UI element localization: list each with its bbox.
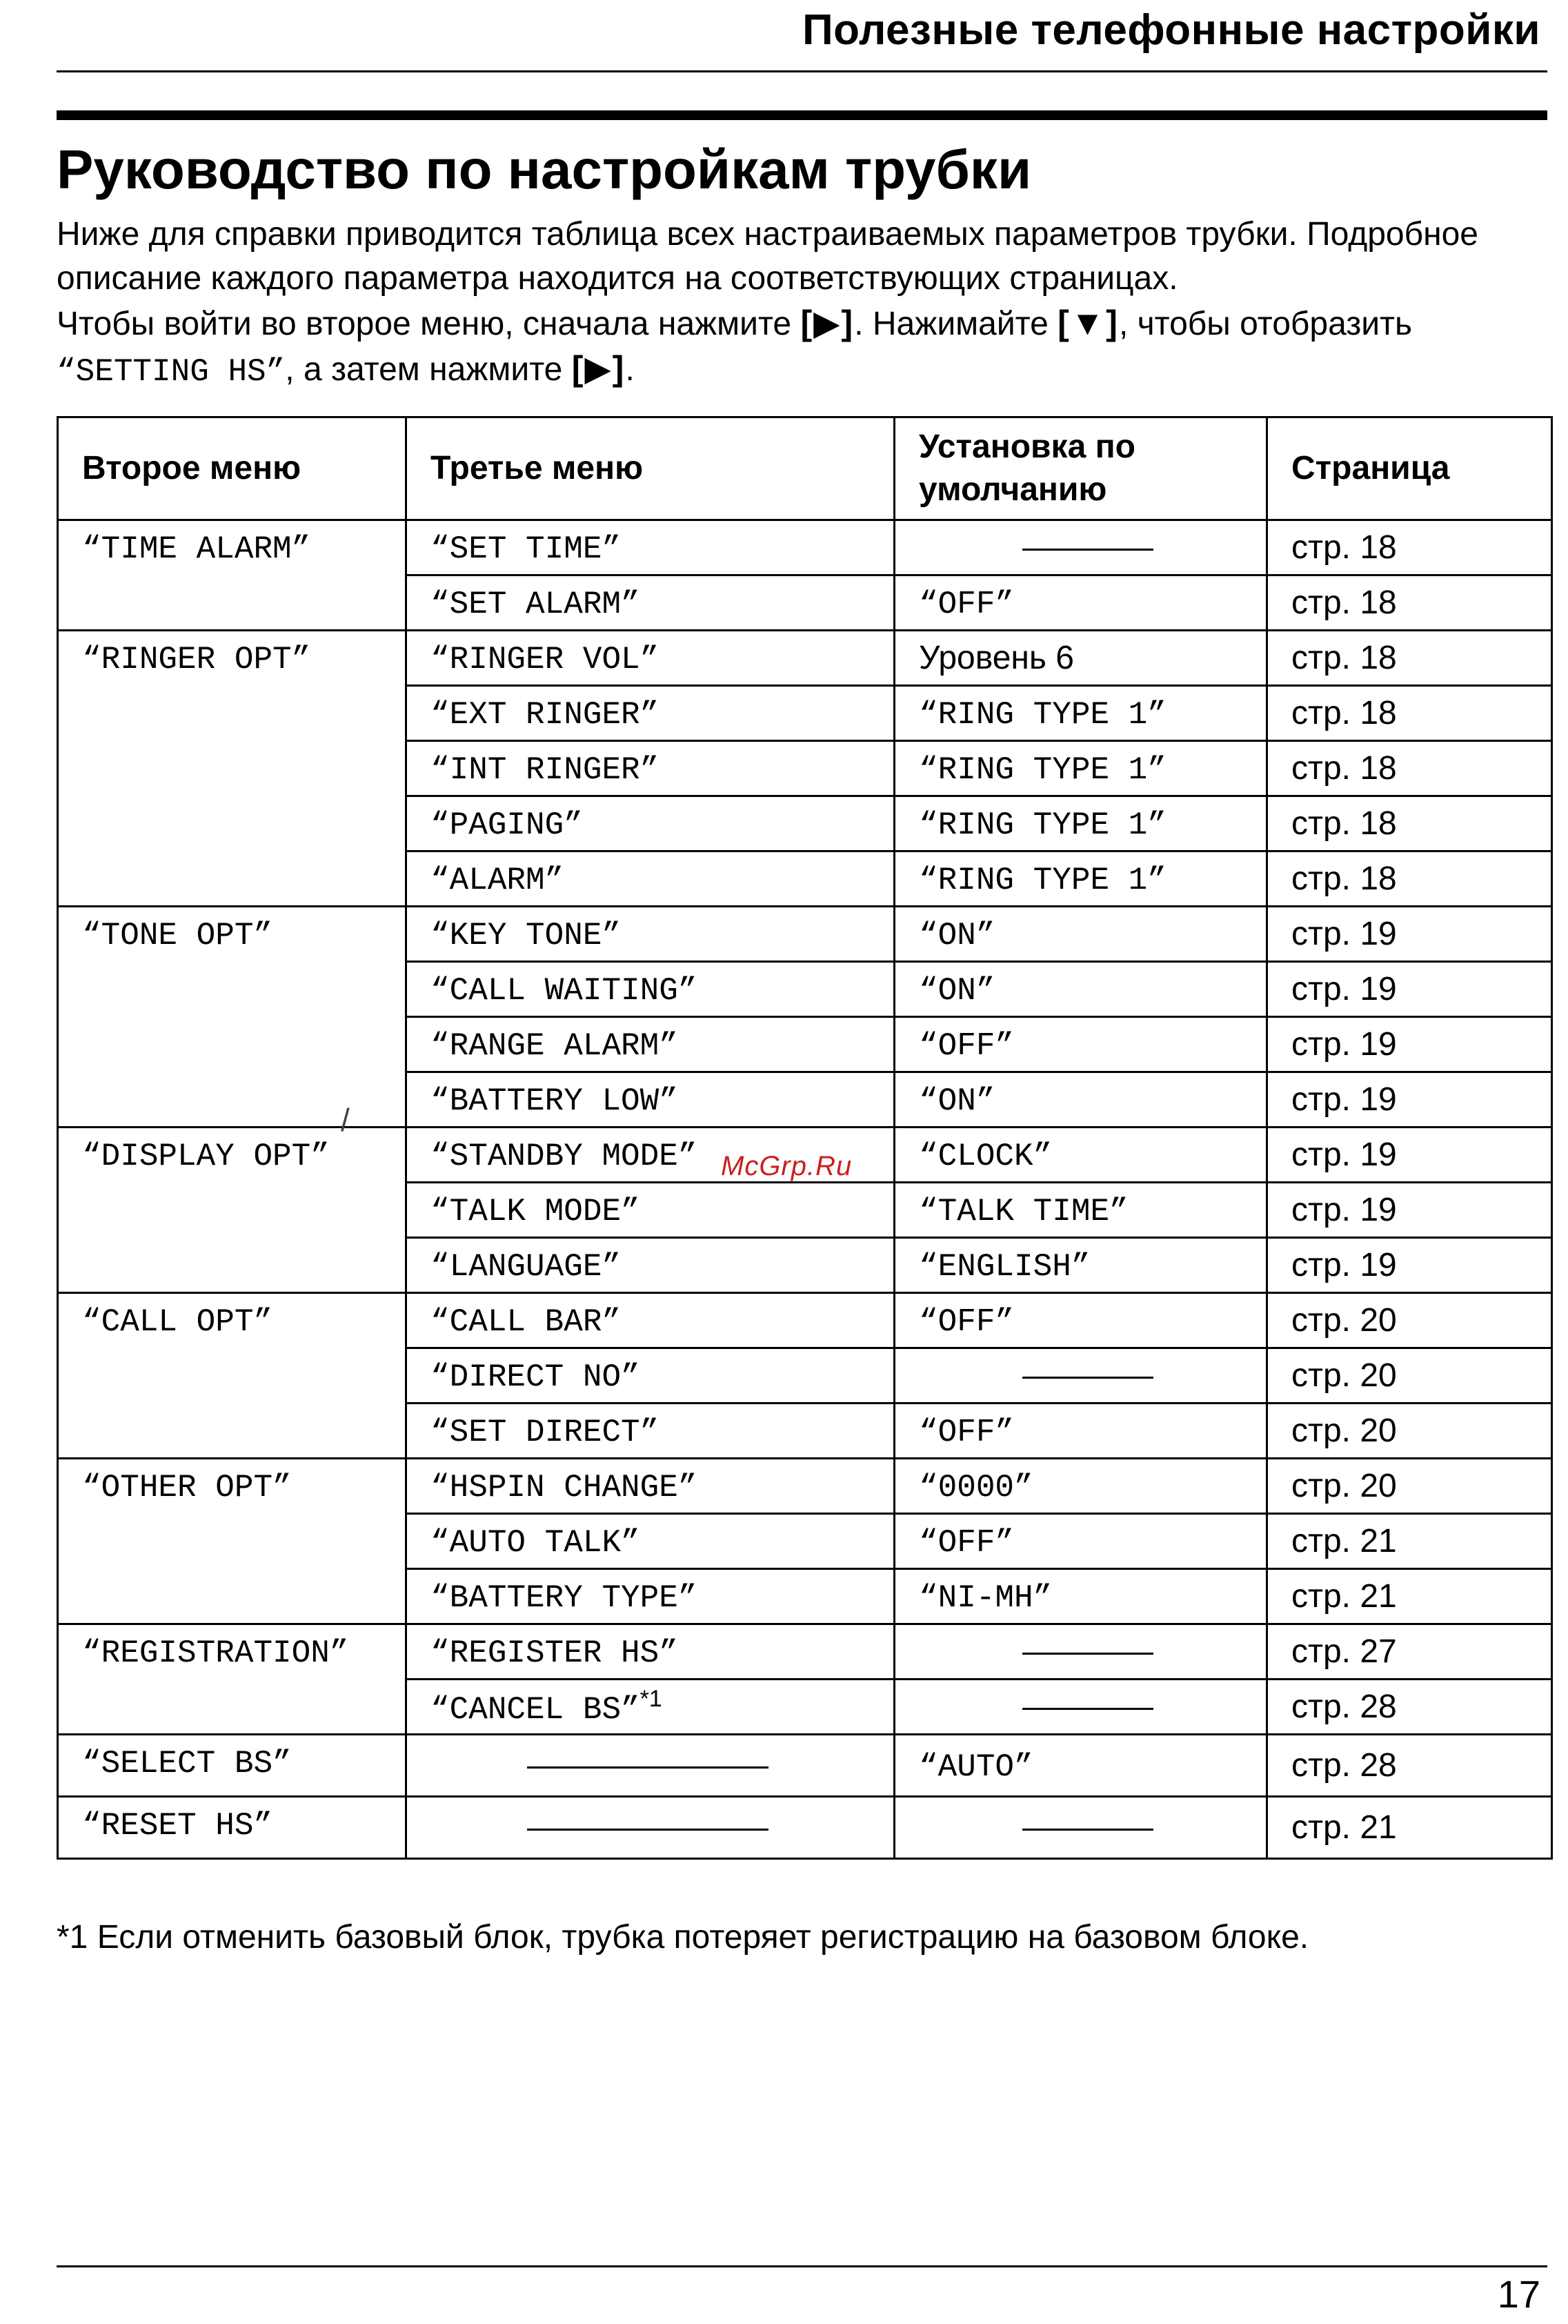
- third-menu-cell: [406, 1183, 895, 1238]
- empty-dash: [1022, 1829, 1153, 1831]
- page-ref-cell: стр. 20: [1267, 1348, 1552, 1404]
- setting-hs-label: “SETTING HS”: [57, 354, 286, 390]
- third-menu-cell: [406, 1735, 895, 1797]
- default-value-cell: [895, 1293, 1267, 1348]
- third-menu-cell: [406, 1514, 895, 1569]
- table-row: [58, 907, 1552, 962]
- third-menu-cell: [406, 1072, 895, 1127]
- default-value-cell: [895, 1404, 1267, 1459]
- page-ref-cell: стр. 21: [1267, 1797, 1552, 1859]
- page-ref-cell: стр. 19: [1267, 962, 1552, 1017]
- page-ref-cell: стр. 18: [1267, 741, 1552, 796]
- default-value-cell: [895, 1348, 1267, 1404]
- third-menu-cell: [406, 1797, 895, 1859]
- default-value: “0000”: [919, 1470, 1033, 1506]
- page-ref-cell: стр. 28: [1267, 1735, 1552, 1797]
- third-menu-cell: [406, 907, 895, 962]
- page-ref-cell: стр. 18: [1267, 575, 1552, 631]
- third-menu-label: “KEY TONE”: [430, 918, 622, 954]
- page-ref-cell: стр. 20: [1267, 1459, 1552, 1514]
- default-value-cell: [895, 1680, 1267, 1735]
- second-menu-label: “RINGER OPT”: [82, 642, 311, 678]
- second-menu-label: “CALL OPT”: [82, 1304, 273, 1340]
- third-menu-cell: [406, 796, 895, 851]
- default-value-cell: [895, 1624, 1267, 1680]
- third-menu-cell: [406, 1459, 895, 1514]
- third-menu-label: “HSPIN CHANGE”: [430, 1470, 697, 1506]
- empty-dash: [1022, 1653, 1153, 1655]
- third-menu-cell: [406, 575, 895, 631]
- second-menu-cell: [58, 1624, 406, 1735]
- default-value-cell: [895, 741, 1267, 796]
- column-header-default: Установка по умолчанию: [895, 417, 1267, 520]
- table-row: [58, 631, 1552, 686]
- third-menu-label: “BATTERY TYPE”: [430, 1580, 697, 1616]
- default-value-cell: [895, 1735, 1267, 1797]
- third-menu-cell: [406, 1017, 895, 1072]
- third-menu-label: “SET ALARM”: [430, 587, 640, 622]
- column-header-third-menu: Третье меню: [406, 417, 895, 520]
- page-ref-cell: стр. 18: [1267, 851, 1552, 907]
- third-menu-cell: [406, 962, 895, 1017]
- page-ref-cell: стр. 20: [1267, 1293, 1552, 1348]
- default-value-cell: [895, 1569, 1267, 1624]
- second-menu-label: “OTHER OPT”: [82, 1470, 292, 1506]
- header-rule: [57, 70, 1547, 72]
- default-value-cell: [895, 520, 1267, 575]
- page-ref-cell: стр. 19: [1267, 907, 1552, 962]
- default-value-cell: [895, 1797, 1267, 1859]
- default-value: “RING TYPE 1”: [919, 752, 1167, 788]
- default-value: “OFF”: [919, 1525, 1015, 1561]
- empty-dash: [1022, 1708, 1153, 1710]
- default-value: “ON”: [919, 973, 995, 1009]
- intro-text-segment: .: [625, 351, 635, 388]
- default-value-cell: [895, 1127, 1267, 1183]
- empty-dash: [1022, 1377, 1153, 1379]
- empty-dash: [527, 1766, 768, 1769]
- section-rule: [57, 110, 1547, 120]
- third-menu-label: “EXT RINGER”: [430, 697, 659, 733]
- default-value-cell: [895, 1514, 1267, 1569]
- third-menu-label: “PAGING”: [430, 807, 583, 843]
- intro-text-segment: Чтобы войти во второе меню, сначала нажмите: [57, 306, 792, 342]
- second-menu-label: “DISPLAY OPT”: [82, 1139, 330, 1174]
- default-value: “ON”: [919, 1083, 995, 1119]
- default-value-cell: [895, 631, 1267, 686]
- third-menu-cell: [406, 851, 895, 907]
- default-value: “OFF”: [919, 587, 1015, 622]
- page-ref-cell: стр. 20: [1267, 1404, 1552, 1459]
- default-value: “RING TYPE 1”: [919, 807, 1167, 843]
- page-ref-cell: стр. 18: [1267, 686, 1552, 741]
- third-menu-label: “AUTO TALK”: [430, 1525, 640, 1561]
- second-menu-label: “REGISTRATION”: [82, 1635, 349, 1671]
- table-row: [58, 1459, 1552, 1514]
- third-menu-label: “SET DIRECT”: [430, 1415, 659, 1450]
- third-menu-label: “INT RINGER”: [430, 752, 659, 788]
- third-menu-label: “STANDBY MODE”: [430, 1139, 697, 1174]
- default-value-cell: [895, 686, 1267, 741]
- default-value-cell: [895, 907, 1267, 962]
- intro-paragraph-1: Ниже для справки приводится таблица всех настраиваемых параметров трубки. Подробное описание каждого параметра находится на соответствующих страницах.: [57, 216, 1478, 297]
- page-ref-cell: стр. 19: [1267, 1183, 1552, 1238]
- third-menu-label: “RINGER VOL”: [430, 642, 659, 678]
- second-menu-cell: [58, 907, 406, 1127]
- third-menu-cell: [406, 631, 895, 686]
- third-menu-label: “TALK MODE”: [430, 1194, 640, 1230]
- page-ref-cell: стр. 27: [1267, 1624, 1552, 1680]
- page-ref-cell: стр. 19: [1267, 1017, 1552, 1072]
- table-row: [58, 520, 1552, 575]
- page-ref-cell: стр. 28: [1267, 1680, 1552, 1735]
- intro-text-segment: , а затем нажмите: [285, 351, 563, 388]
- third-menu-label: “REGISTER HS”: [430, 1635, 678, 1671]
- default-value: “CLOCK”: [919, 1139, 1053, 1174]
- page-ref-cell: стр. 18: [1267, 520, 1552, 575]
- down-key-icon: [▼]: [1058, 304, 1119, 342]
- page-ref-cell: стр. 18: [1267, 631, 1552, 686]
- intro-text-segment: . Нажимайте: [854, 306, 1049, 342]
- third-menu-cell: [406, 1293, 895, 1348]
- table-row: [58, 1624, 1552, 1680]
- third-menu-label: “CALL WAITING”: [430, 973, 697, 1009]
- third-menu-cell: [406, 741, 895, 796]
- table-row: [58, 1735, 1552, 1797]
- column-header-page: Страница: [1267, 417, 1552, 520]
- default-value: “ENGLISH”: [919, 1249, 1091, 1285]
- third-menu-cell: [406, 1348, 895, 1404]
- intro-text-segment: , чтобы отобразить: [1118, 306, 1413, 342]
- page-title: Руководство по настройкам трубки: [57, 139, 1032, 200]
- empty-dash: [1022, 549, 1153, 551]
- third-menu-cell: [406, 1624, 895, 1680]
- default-value: “OFF”: [919, 1415, 1015, 1450]
- table-row: [58, 1797, 1552, 1859]
- default-value: “AUTO”: [919, 1749, 1033, 1785]
- third-menu-label: “CANCEL BS”: [430, 1692, 640, 1728]
- intro-text: [57, 213, 1547, 394]
- second-menu-cell: [58, 520, 406, 631]
- footnote-marker: *1: [639, 1686, 662, 1712]
- table-row: [58, 1293, 1552, 1348]
- third-menu-label: “CALL BAR”: [430, 1304, 622, 1340]
- page-ref-cell: стр. 19: [1267, 1127, 1552, 1183]
- third-menu-cell: [406, 1404, 895, 1459]
- second-menu-cell: [58, 631, 406, 907]
- page-number: 17: [1497, 2272, 1540, 2316]
- second-menu-cell: [58, 1797, 406, 1859]
- third-menu-cell: [406, 1680, 895, 1735]
- default-value-cell: [895, 1183, 1267, 1238]
- third-menu-label: “RANGE ALARM”: [430, 1028, 678, 1064]
- empty-dash: [527, 1829, 768, 1831]
- second-menu-label: “RESET HS”: [82, 1808, 273, 1844]
- default-value: “TALK TIME”: [919, 1194, 1129, 1230]
- page-ref-cell: стр. 21: [1267, 1569, 1552, 1624]
- default-value: “NI-MH”: [919, 1580, 1053, 1616]
- third-menu-label: “ALARM”: [430, 863, 564, 898]
- watermark: McGrp.Ru: [721, 1151, 853, 1181]
- second-menu-label: “TIME ALARM”: [82, 531, 311, 567]
- page-ref-cell: стр. 19: [1267, 1238, 1552, 1293]
- right-key-icon: [▶]: [800, 304, 855, 342]
- third-menu-cell: [406, 1569, 895, 1624]
- default-value-cell: [895, 1238, 1267, 1293]
- default-value-cell: [895, 575, 1267, 631]
- third-menu-label: “BATTERY LOW”: [430, 1083, 678, 1119]
- settings-table: [57, 416, 1553, 1860]
- third-menu-label: “LANGUAGE”: [430, 1249, 622, 1285]
- third-menu-label: “SET TIME”: [430, 531, 622, 567]
- second-menu-cell: [58, 1293, 406, 1459]
- third-menu-cell: [406, 686, 895, 741]
- table-body: [58, 520, 1552, 1859]
- default-value: Уровень 6: [919, 640, 1074, 676]
- stray-mark: /: [341, 1102, 350, 1138]
- column-header-second-menu: Второе меню: [58, 417, 406, 520]
- second-menu-label: “TONE OPT”: [82, 918, 273, 954]
- third-menu-cell: [406, 520, 895, 575]
- right-key-icon: [▶]: [571, 349, 626, 388]
- default-value-cell: [895, 962, 1267, 1017]
- third-menu-cell: [406, 1238, 895, 1293]
- page-ref-cell: стр. 19: [1267, 1072, 1552, 1127]
- default-value-cell: [895, 851, 1267, 907]
- second-menu-label: “SELECT BS”: [82, 1746, 292, 1782]
- default-value-cell: [895, 1017, 1267, 1072]
- table-header-row: [58, 417, 1552, 520]
- page-ref-cell: стр. 18: [1267, 796, 1552, 851]
- default-value: “RING TYPE 1”: [919, 697, 1167, 733]
- page-ref-cell: стр. 21: [1267, 1514, 1552, 1569]
- default-value-cell: [895, 1072, 1267, 1127]
- third-menu-label: “DIRECT NO”: [430, 1359, 640, 1395]
- default-value: “RING TYPE 1”: [919, 863, 1167, 898]
- second-menu-cell: [58, 1459, 406, 1624]
- footer-rule: [57, 2265, 1547, 2267]
- running-header: Полезные телефонные настройки: [802, 6, 1540, 54]
- second-menu-cell: [58, 1127, 406, 1293]
- footnote: *1 Если отменить базовый блок, трубка потеряет регистрацию на базовом блоке.: [57, 1919, 1309, 1956]
- second-menu-cell: [58, 1735, 406, 1797]
- default-value: “ON”: [919, 918, 995, 954]
- default-value: “OFF”: [919, 1028, 1015, 1064]
- intro-paragraph-2: [57, 301, 1547, 394]
- default-value: “OFF”: [919, 1304, 1015, 1340]
- default-value-cell: [895, 796, 1267, 851]
- default-value-cell: [895, 1459, 1267, 1514]
